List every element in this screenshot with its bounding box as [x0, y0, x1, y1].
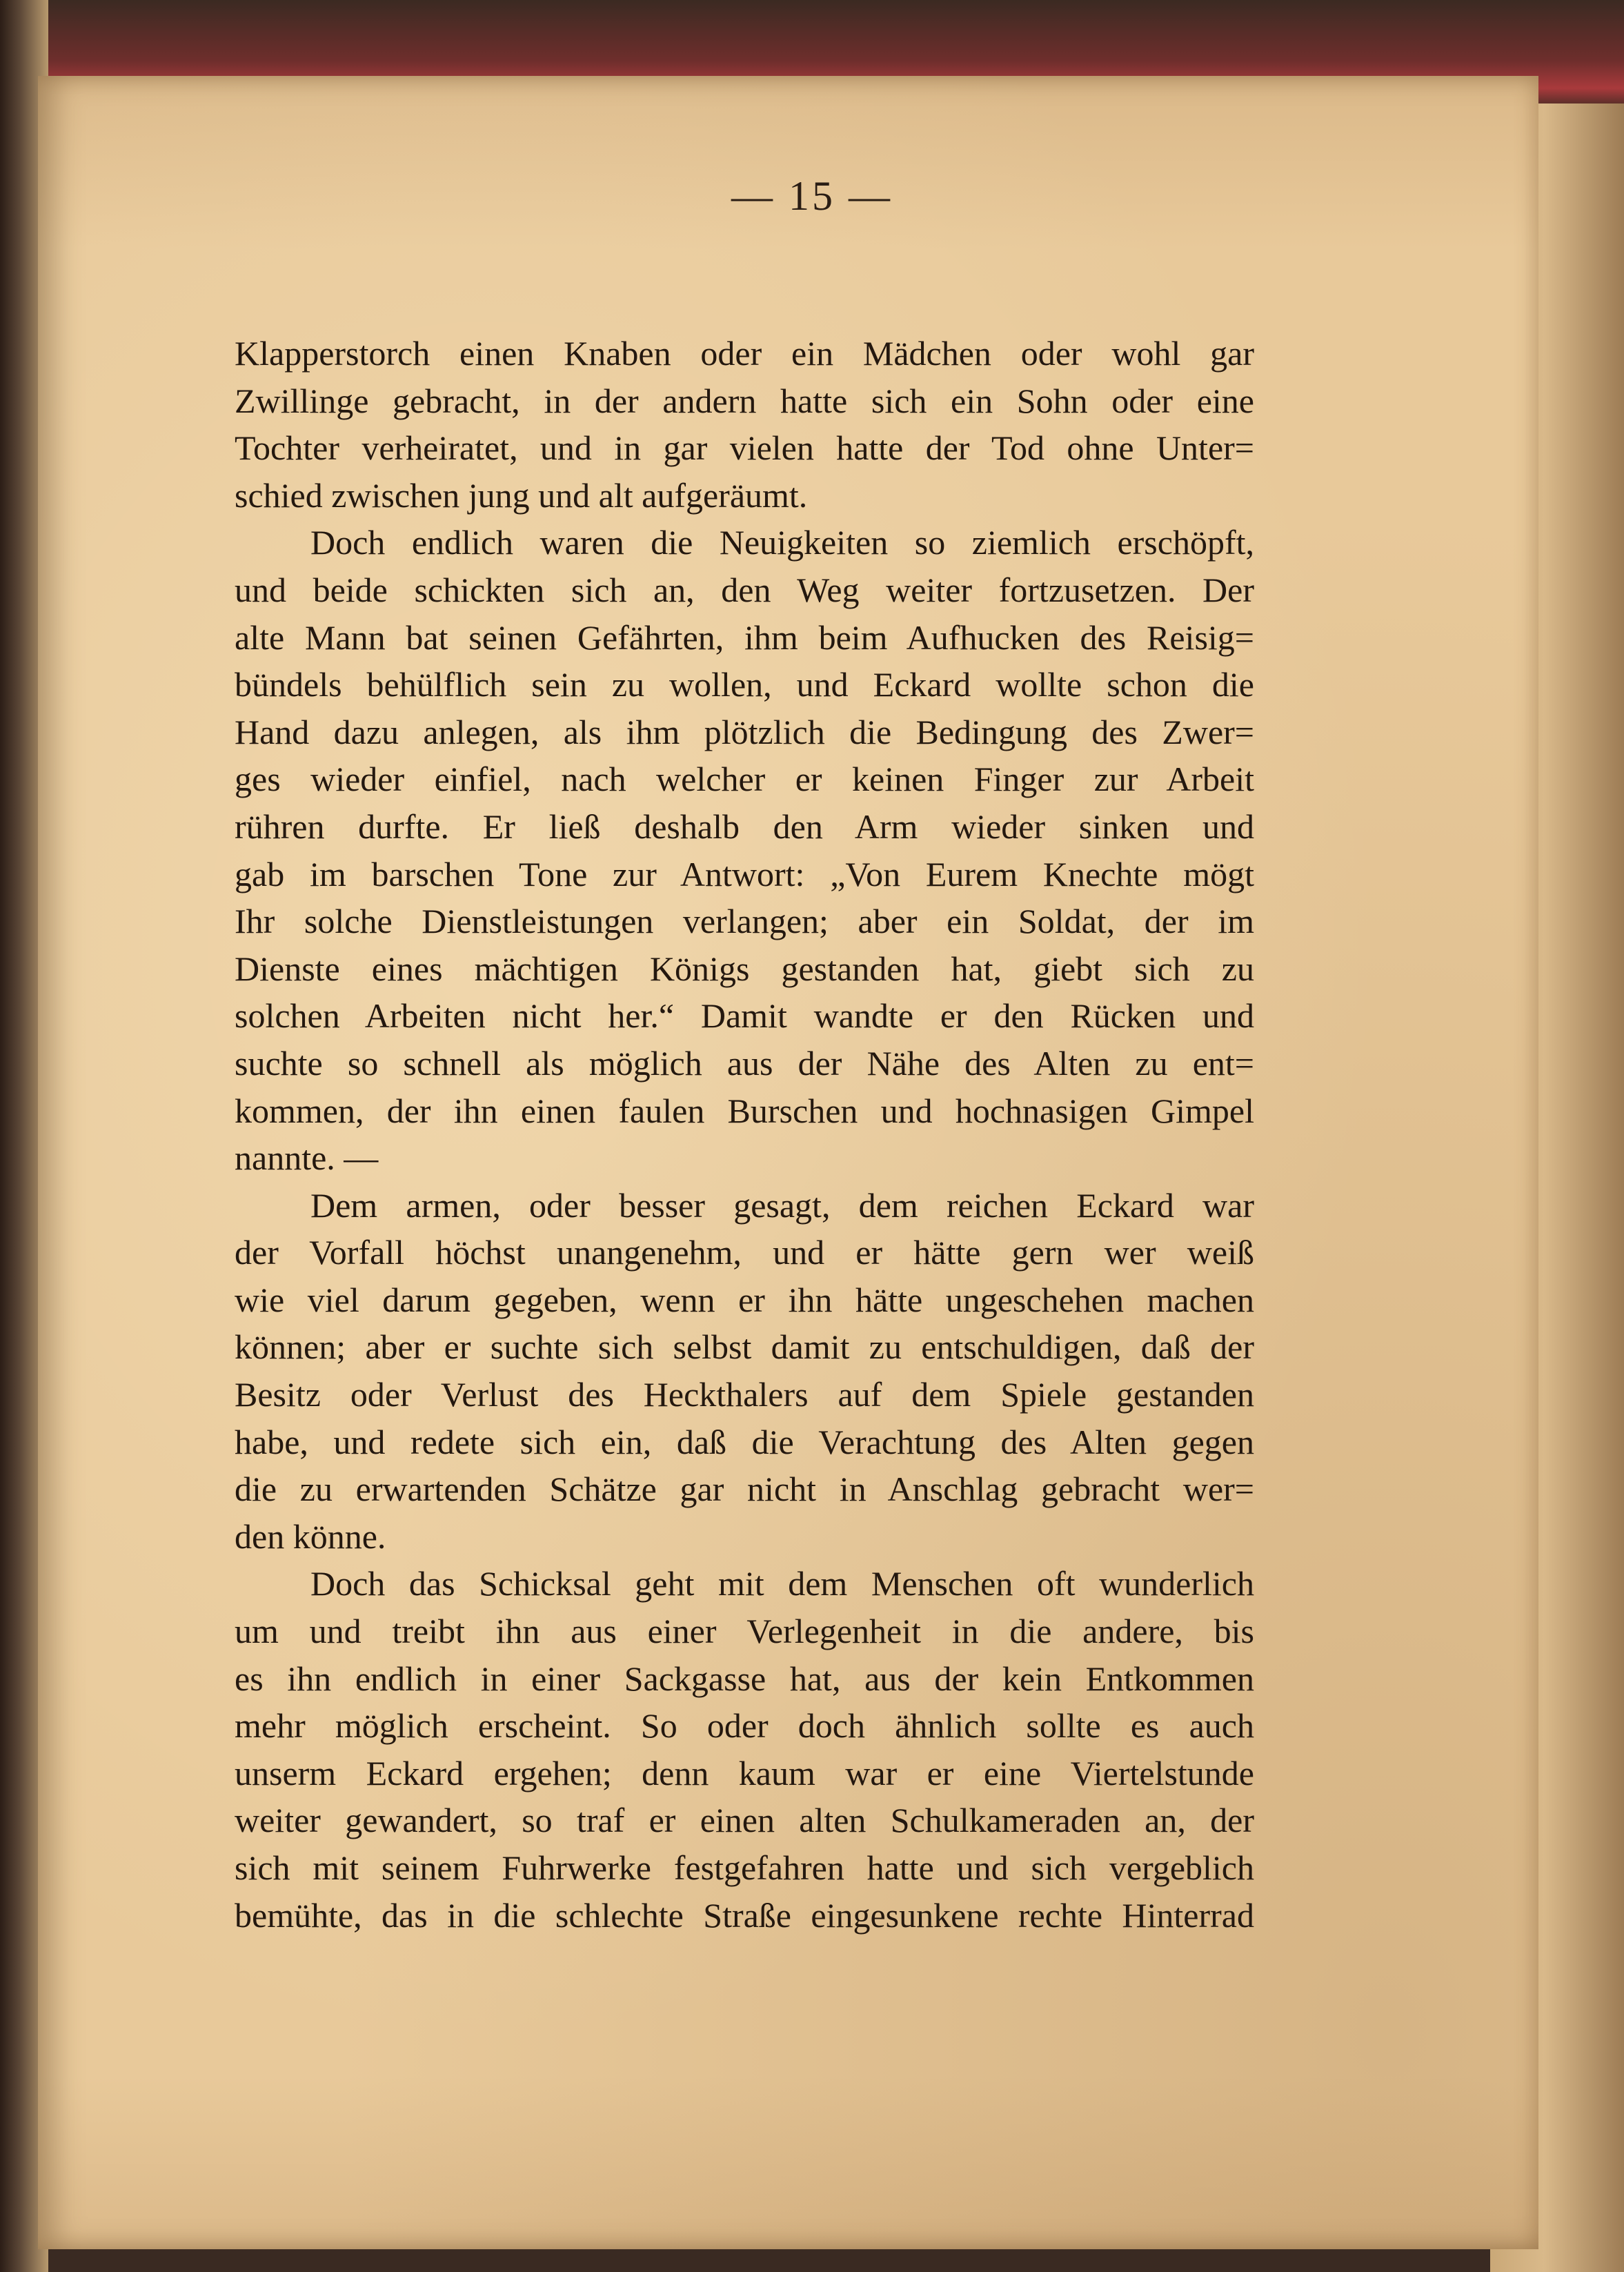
text-line: suchte so schnell als möglich aus der Nähe des Alten zu ent=	[235, 1043, 1254, 1083]
text-line: sich mit seinem Fuhrwerke festgefahren hatte und sich vergeblich	[235, 1848, 1254, 1887]
text-line: Zwillinge gebracht, in der andern hatte sich ein Sohn oder eine	[235, 381, 1254, 420]
text-line: gab im barschen Tone zur Antwort: „Von Eurem Knechte mögt	[235, 854, 1254, 893]
text-line: Doch das Schicksal geht mit dem Menschen oft wunderlich	[310, 1564, 1254, 1603]
text-line: Tochter verheiratet, und in gar vielen hatte der Tod ohne Unter=	[235, 428, 1254, 468]
text-line: Hand dazu anlegen, als ihm plötzlich die Bedingung des Zwer=	[235, 712, 1254, 751]
text-line: kommen, der ihn einen faulen Burschen und hochnasigen Gimpel	[235, 1091, 1254, 1130]
text-line: Ihr solche Dienstleistungen verlangen; aber ein Soldat, der im	[235, 902, 1254, 941]
text-line: unserm Eckard ergehen; denn kaum war er eine Viertelstunde	[235, 1753, 1254, 1792]
text-line: bemühte, das in die schlechte Straße eingesunkene rechte Hinterrad	[235, 1895, 1254, 1935]
text-line: Dem armen, oder besser gesagt, dem reichen Eckard war	[310, 1185, 1254, 1225]
text-line: Doch endlich waren die Neuigkeiten so ziemlich erschöpft,	[310, 523, 1254, 562]
text-line: habe, und redete sich ein, daß die Verachtung des Alten gegen	[235, 1422, 1254, 1461]
text-line: Besitz oder Verlust des Heckthalers auf dem Spiele gestanden	[235, 1375, 1254, 1414]
text-line: die zu erwartenden Schätze gar nicht in Anschlag gebracht wer=	[235, 1470, 1254, 1509]
text-line: Klapperstorch einen Knaben oder ein Mädchen oder wohl gar	[235, 334, 1254, 373]
body-text	[235, 330, 1254, 1939]
text-line: nannte. —	[235, 1138, 379, 1178]
text-line: weiter gewandert, so traf er einen alten Schulkameraden an, der	[235, 1801, 1254, 1840]
text-line: mehr möglich erscheint. So oder doch ähnlich sollte es auch	[235, 1706, 1254, 1746]
text-line: der Vorfall höchst unangenehm, und er hätte gern wer weiß	[235, 1233, 1254, 1272]
text-line: bündels behülflich sein zu wollen, und Eckard wollte schon die	[235, 665, 1254, 704]
text-line: um und treibt ihn aus einer Verlegenheit in die andere, bis	[235, 1612, 1254, 1651]
text-line: solchen Arbeiten nicht her.“ Damit wandte er den Rücken und	[235, 996, 1254, 1036]
text-line: Dienste eines mächtigen Königs gestanden hat, giebt sich zu	[235, 949, 1254, 988]
text-line: und beide schickten sich an, den Weg weiter fortzusetzen. Der	[235, 570, 1254, 609]
text-line: ges wieder einfiel, nach welcher er keinen Finger zur Arbeit	[235, 760, 1254, 799]
text-line: alte Mann bat seinen Gefährten, ihm beim Aufhucken des Reisig=	[235, 618, 1254, 657]
text-line: wie viel darum gegeben, wenn er ihn hätte ungeschehen machen	[235, 1280, 1254, 1319]
text-line: es ihn endlich in einer Sackgasse hat, aus der kein Entkommen	[235, 1659, 1254, 1698]
page-number: — 15 —	[731, 173, 893, 219]
text-line: rühren durfte. Er ließ deshalb den Arm wieder sinken und	[235, 807, 1254, 846]
text-line: schied zwischen jung und alt aufgeräumt.	[235, 475, 808, 515]
text-line: können; aber er suchte sich selbst damit zu entschuldigen, daß der	[235, 1327, 1254, 1367]
text-line: den könne.	[235, 1517, 386, 1556]
